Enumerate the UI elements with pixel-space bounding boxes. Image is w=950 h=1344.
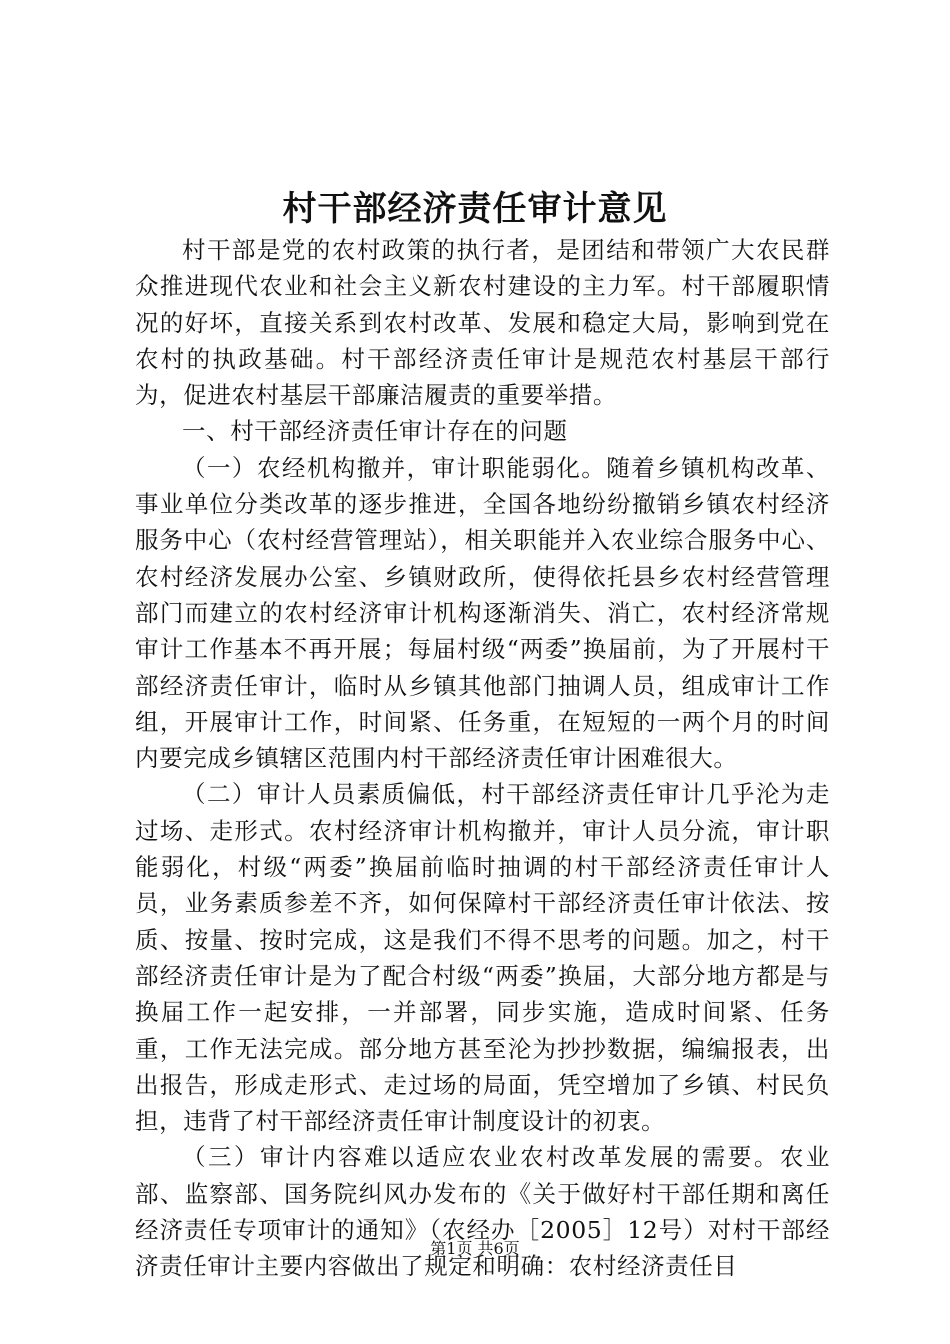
document-body — [135, 232, 830, 1285]
document-title: 村干部经济责任审计意见 — [282, 189, 668, 229]
page-footer: 第1页 共6页 — [430, 1239, 520, 1258]
paragraph-item-3: （三）审计内容难以适应农业农村改革发展的需要。农业部、监察部、国务院纠风办发布的《关于做好村干部任期和离任经济责任专项审计的通知》（农经办［2005］12号）对村干部经济责任审计主要内容做出了规定和明确：农村经济责任目 — [135, 1143, 830, 1281]
paragraph-item-2: （二）审计人员素质偏低，村干部经济责任审计几乎沦为走过场、走形式。农村经济审计机构撤并，审计人员分流，审计职能弱化，村级“两委”换届前临时抽调的村干部经济责任审计人员，业务素质参差不齐，如何保障村干部经济责任审计依法、按质、按量、按时完成，这是我们不得不思考的问题。加之，村干部经济责任审计是为了配合村级“两委”换届，大部分地方都是与换届工作一起安排，一并部署，同步实施，造成时间紧、任务重，工作无法完成。部分地方甚至沦为抄抄数据，编编报表，出出报告，形成走形式、走过场的局面，凭空增加了乡镇、村民负担，违背了村干部经济责任审计制度设计的初衷。 — [135, 780, 830, 1136]
paragraph-intro: 村干部是党的农村政策的执行者，是团结和带领广大农民群众推进现代农业和社会主义新农村建设的主力军。村干部履职情况的好坏，直接关系到农村改革、发展和稳定大局，影响到党在农村的执政基础。村干部经济责任审计是规范农村基层干部行为，促进农村基层干部廉洁履责的重要举措。 — [135, 236, 830, 410]
section-heading-problems: 一、村干部经济责任审计存在的问题 — [182, 417, 568, 446]
paragraph-item-1: （一）农经机构撤并，审计职能弱化。随着乡镇机构改革、事业单位分类改革的逐步推进，全国各地纷纷撤销乡镇农村经济服务中心（农村经营管理站），相关职能并入农业综合服务中心、农村经济发展办公室、乡镇财政所，使得依托县乡农村经营管理部门而建立的农村经济审计机构逐渐消失、消亡，农村经济常规审计工作基本不再开展；每届村级“两委”换届前，为了开展村干部经济责任审计，临时从乡镇其他部门抽调人员，组成审计工作组，开展审计工作，时间紧、任务重，在短短的一两个月的时间内要完成乡镇辖区范围内村干部经济责任审计困难很大。 — [135, 453, 830, 773]
